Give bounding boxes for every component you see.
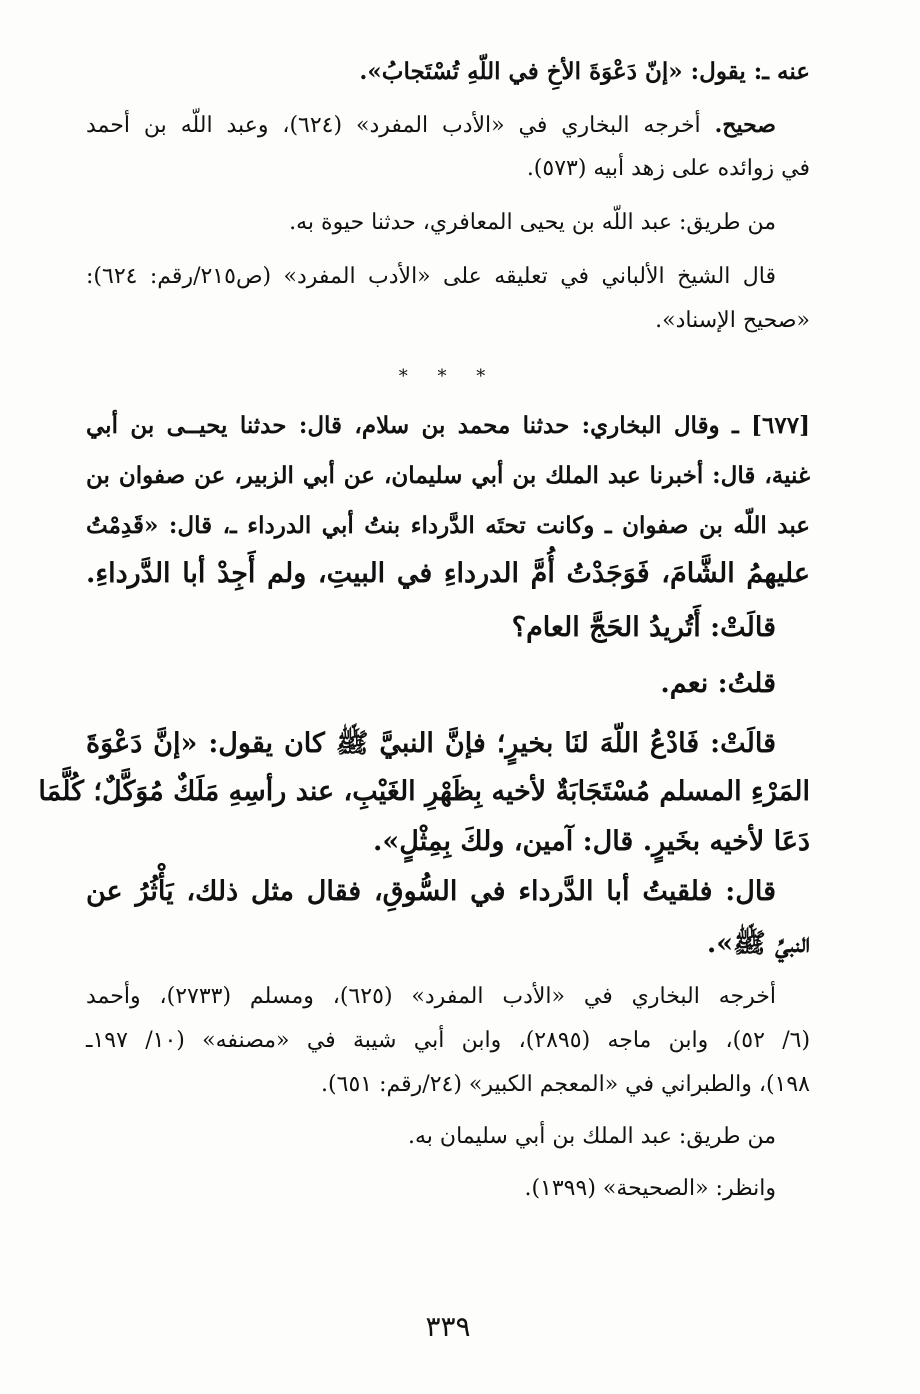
text-line: أخرجه البخاري في «الأدب المفرد» (٦٢٥)، ومسلم (٢٧٣٣)، وأحمد <box>86 984 776 1009</box>
text-line: قالَتْ: فَادْعُ اللّهَ لنَا بخيرٍ؛ فإنَّ النبيَّ ﷺ كان يقول: «إنَّ دَعْوَةَ <box>86 728 776 759</box>
text-line: عبد اللّه بن صفوان ـ وكانت تحتَه الدَّرداء بنتُ أبي الدرداء ـ، قال: «قَدِمْتُ <box>86 512 810 539</box>
text-line: [٦٧٧] ـ وقال البخاري: حدثنا محمد بن سلام، قال: حدثنا يحيــى بن أبي <box>86 412 810 439</box>
section-divider: * * * <box>398 366 498 387</box>
text-line: المَرْءِ المسلم مُسْتَجَابَةٌ لأخيه بِظَهْرِ الغَيْبِ، عند رأسِهِ مَلَكٌ مُوَكَّلٌ؛ كُلَّمَا <box>38 776 810 807</box>
text-span: أخرجه البخاري في «الأدب المفرد» (٦٢٤)، وعبد اللّه بن أحمد <box>86 113 701 138</box>
text-line: عليهمُ الشَّامَ، فَوَجَدْتُ أُمَّ الدرداءِ في البيتِ، ولم أَجِدْ أبا الدَّرداءِ. <box>86 558 810 589</box>
grading-label: صحيح. <box>714 112 776 138</box>
text-line: من طريق: عبد اللّه بن يحيى المعافري، حدثنا حيوة به. <box>289 210 776 235</box>
text-line: قال: فلقيتُ أبا الدَّرداء في السُّوقِ، فقال مثل ذلك، يَأْثُرُ عن <box>86 876 776 907</box>
text-line: في زوائده على زهد أبيه (٥٧٣). <box>526 156 810 181</box>
text-line: وانظر: «الصحيحة» (١٣٩٩). <box>524 1176 776 1201</box>
page-number: ٣٣٩ <box>425 1310 471 1343</box>
text-line: (٦/ ٥٢)، وابن ماجه (٢٨٩٥)، وابن أبي شيبة في «مصنفه» (١٠/ ١٩٧ـ <box>86 1028 811 1053</box>
text-line <box>86 112 776 138</box>
text-line: من طريق: عبد الملك بن أبي سليمان به. <box>408 1124 776 1149</box>
text-line: النبيِّ ﷺ». <box>706 928 810 959</box>
text-line: عنه ـ: يقول: «إنّ دَعْوَةَ الأخِ في اللّهِ تُسْتَجابُ». <box>359 58 810 85</box>
text-line: قلتُ: نعم. <box>660 668 776 699</box>
book-page <box>38 0 811 1394</box>
text-line: قال الشيخ الألباني في تعليقه على «الأدب المفرد» (ص٢١٥/رقم: ٦٢٤): <box>86 264 776 289</box>
text-line: غنية، قال: أخبرنا عبد الملك بن أبي سليمان، عن أبي الزبير، عن صفوان بن <box>86 462 810 489</box>
text-line: قالَتْ: أَتُريدُ الحَجَّ العام؟ <box>511 612 776 643</box>
text-line: «صحيح الإسناد». <box>655 308 810 333</box>
text-line: دَعَا لأخيه بخَيرٍ. قال: آمين، ولكَ بِمِثْلٍ». <box>373 826 810 857</box>
text-line: ١٩٨)، والطبراني في «المعجم الكبير» (٢٤/رقم: ٦٥١). <box>321 1072 810 1097</box>
